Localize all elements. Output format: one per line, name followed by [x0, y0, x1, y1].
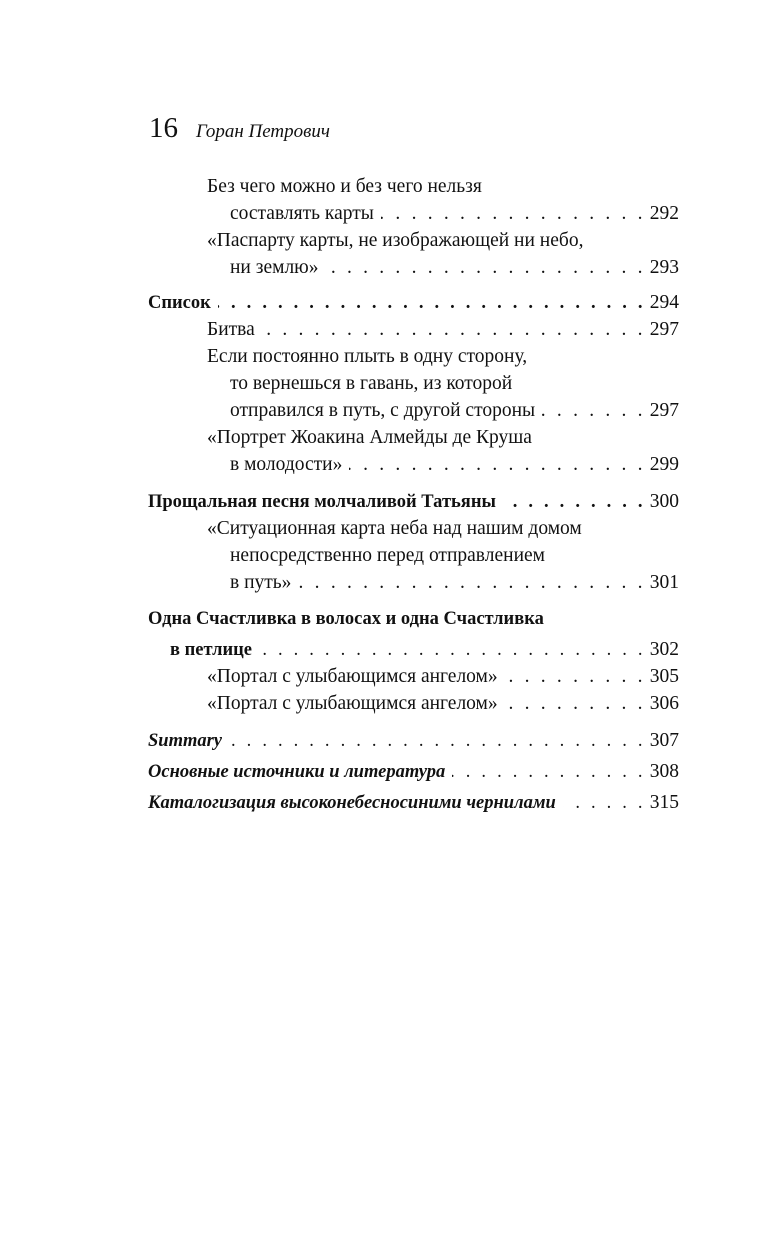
toc-page-number: 292 [649, 203, 679, 224]
running-title: Горан Петрович [196, 121, 330, 142]
toc-section[interactable] [148, 289, 679, 316]
table-of-contents [148, 173, 679, 816]
toc-entry-title: «Паспарту карты, не изображающей ни небо, [207, 230, 584, 251]
toc-entry[interactable] [148, 663, 679, 690]
toc-section[interactable] [148, 727, 679, 754]
page-number: 16 [149, 112, 178, 144]
toc-entry-title: «Портал с улыбающимся ангелом» [207, 666, 498, 687]
toc-entry-title: составлять карты [230, 203, 374, 224]
toc-entry-title: Без чего можно и без чего нельзя [207, 176, 482, 197]
toc-entry[interactable] [148, 227, 679, 254]
toc-entry[interactable] [148, 370, 679, 397]
toc-section-title: Summary [148, 731, 223, 751]
dot-leader [542, 397, 646, 424]
toc-page-number: 302 [649, 639, 679, 660]
toc-entry[interactable] [148, 397, 679, 424]
toc-entry[interactable] [148, 343, 679, 370]
toc-entry-title: Битва [207, 319, 255, 340]
toc-entry-title: то вернешься в гавань, из которой [230, 373, 513, 394]
toc-page-number: 293 [649, 257, 679, 278]
dot-leader [503, 489, 646, 516]
toc-page-number: 306 [649, 693, 679, 714]
toc-entry[interactable] [148, 424, 679, 451]
toc-entry-title: в путь» [230, 572, 292, 593]
toc-entry[interactable] [148, 690, 679, 717]
toc-section-title: Прощальная песня молчаливой Татьяны [148, 492, 496, 512]
toc-entry[interactable] [148, 316, 679, 343]
dot-leader [381, 200, 646, 227]
dot-leader [452, 759, 646, 786]
toc-entry-title: в молодости» [230, 454, 343, 475]
toc-page-number: 315 [649, 792, 679, 813]
toc-section-title: Основные источники и литература [148, 762, 446, 782]
toc-entry[interactable] [148, 200, 679, 227]
toc-page-number: 297 [649, 319, 679, 340]
toc-entry[interactable] [148, 542, 679, 569]
toc-section[interactable] [148, 606, 679, 633]
toc-page-number: 301 [649, 572, 679, 593]
toc-entry-title: «Ситуационная карта неба над нашим домом [207, 518, 582, 539]
toc-section-title: Список [148, 293, 211, 313]
dot-leader [505, 690, 646, 717]
toc-page-number: 299 [649, 454, 679, 475]
dot-leader [218, 290, 646, 317]
toc-page-number: 305 [649, 666, 679, 687]
toc-entry-title: непосредственно перед отправлением [230, 545, 545, 566]
toc-section[interactable] [148, 758, 679, 785]
toc-entry-title: «Портрет Жоакина Алмейды де Круша [207, 427, 532, 448]
toc-section[interactable] [148, 488, 679, 515]
toc-entry[interactable] [148, 254, 679, 281]
dot-leader [262, 316, 646, 343]
toc-entry[interactable] [148, 569, 679, 596]
toc-entry-title: «Портал с улыбающимся ангелом» [207, 693, 498, 714]
toc-section-title: в петлице [170, 640, 253, 660]
toc-entry[interactable] [148, 451, 679, 478]
toc-entry-title: отправился в путь, с другой стороны [230, 400, 536, 421]
dot-leader [505, 663, 646, 690]
toc-page-number: 300 [649, 491, 679, 512]
toc-entry-title: ни землю» [230, 257, 319, 278]
toc-section-title: Каталогизация высоконебесносиними чернилами [148, 793, 556, 813]
toc-page-number: 308 [649, 761, 679, 782]
dot-leader [563, 790, 646, 817]
toc-entry-title: Если постоянно плыть в одну сторону, [207, 346, 528, 367]
toc-section[interactable] [148, 789, 679, 816]
page-header [149, 110, 330, 146]
dot-leader [298, 569, 645, 596]
toc-page-number: 307 [649, 730, 679, 751]
dot-leader [259, 637, 646, 664]
toc-page-number: 294 [649, 292, 679, 313]
toc-section[interactable] [148, 636, 679, 663]
dot-leader [349, 451, 645, 478]
toc-entry[interactable] [148, 173, 679, 200]
toc-page-number: 297 [649, 400, 679, 421]
dot-leader [229, 728, 646, 755]
toc-entry[interactable] [148, 515, 679, 542]
toc-section-title: Одна Счастливка в волосах и одна Счастливка [148, 609, 544, 629]
dot-leader [326, 254, 646, 281]
